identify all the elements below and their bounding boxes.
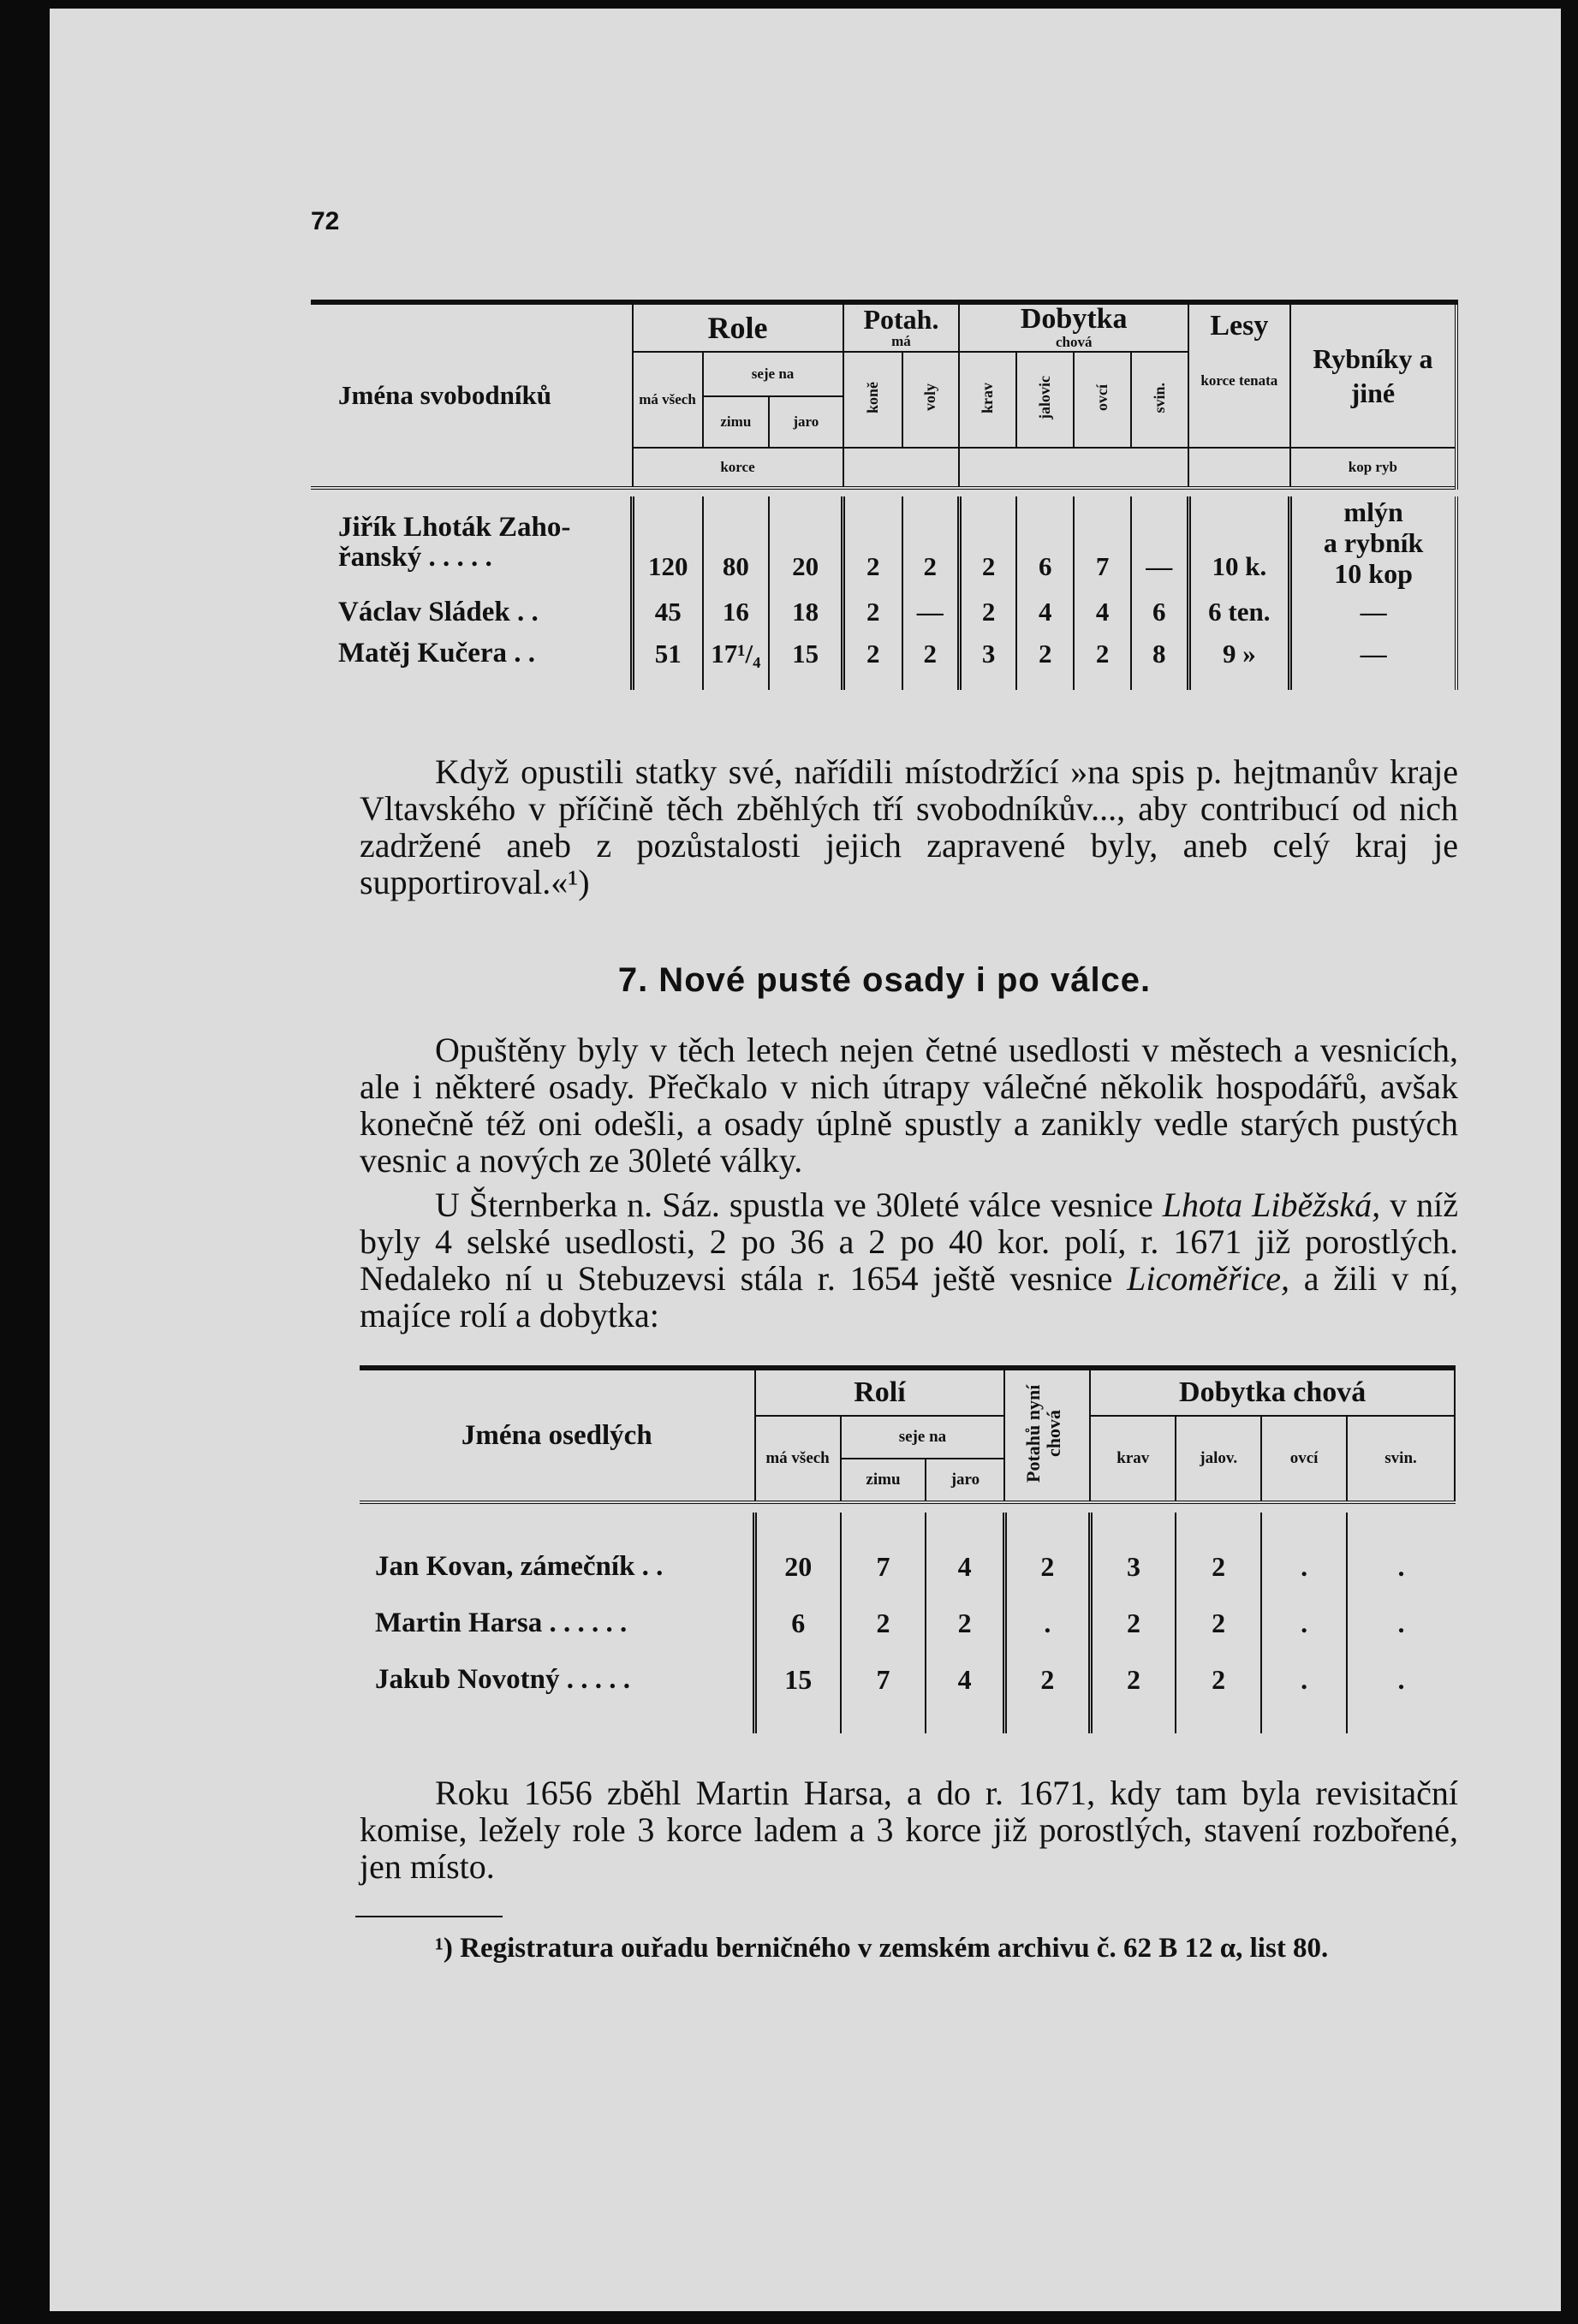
header-svin: svin. (1131, 352, 1188, 448)
header-jaro: jaro (769, 396, 843, 448)
header-jaro: jaro (926, 1459, 1004, 1502)
table-row: Jiřík Lhoták Zaho- řanský . . . . . 120 80 20 2 2 2 6 7 — 10 k. mlýn a rybník 10 kop (311, 496, 1456, 589)
header-rybniky: Rybníky a jiné (1290, 302, 1456, 448)
header-dobytka: Dobytka chová (1090, 1368, 1455, 1416)
header-ovci: ovcí (1074, 352, 1131, 448)
header-ma-vsech: má všech (755, 1416, 841, 1502)
paragraph-harsa: Roku 1656 zběhl Martin Harsa, a do r. 1671, kdy tam byla revisitační komise, ležely role 3 korce ladem a 3 korce již porostlých, stavení rozbořené, jen místo. (360, 1774, 1458, 1886)
header-zimu: zimu (841, 1459, 926, 1502)
header-seje-na: seje na (703, 352, 843, 396)
header-ma-vsech: má všech (633, 352, 703, 448)
settlers-table (360, 1365, 1456, 1733)
paragraph-contribution: Když opustili statky své, nařídili místodržící »na spis p. hejtmanův kraje Vltavského v příčině těch zběhlých tří svobodníkův..., aby contribucí od nich zadržené aneb z pozůstalosti jejich zapravené byly, aneb celý kraj je supportiroval.«¹) (360, 752, 1458, 901)
header-seje-na: seje na (841, 1416, 1005, 1459)
page-number: 72 (311, 207, 340, 235)
header-ovci: ovcí (1261, 1416, 1347, 1502)
header-krav: krav (1090, 1416, 1176, 1502)
header-lesy: Lesy korce tenata (1188, 302, 1290, 448)
header-jalovic: jalovic (1016, 352, 1074, 448)
header-role-unit: korce (633, 448, 843, 488)
section-heading: 7. Nové pusté osady i po válce. (617, 961, 1152, 999)
header-potahu: Potahů nyní chová (1004, 1368, 1090, 1502)
header-names: Jména osedlých (360, 1368, 755, 1502)
table-row: Václav Sládek . . 45 16 18 2 — 2 4 4 6 6 ten. — (311, 589, 1456, 635)
header-roli: Rolí (755, 1368, 1005, 1416)
header-zimu: zimu (703, 396, 770, 448)
header-role: Role (633, 302, 843, 352)
footnote-divider (355, 1916, 503, 1917)
footnote: ¹) Registratura ouřadu berničného v zemském archivu č. 62 B 12 α, list 80. (435, 1933, 1329, 1964)
table-row: Jan Kovan, zámečník . . 20 7 4 2 3 2 . . (360, 1538, 1455, 1595)
header-krav: krav (959, 352, 1016, 448)
paragraph-villages: U Šternberka n. Sáz. spustla ve 30leté válce vesnice Lhota Liběžská, v níž byly 4 selské usedlosti, 2 po 36 a 2 po 40 kor. polí, r. 1671 již porostlých. Nedaleko ní u Stebuzevsi stála r. 1654 ještě vesnice Licoměřice, a žili v ní, majíce rolí a dobytka: (360, 1186, 1458, 1334)
village-name: Licoměřice, (1127, 1259, 1290, 1298)
table-row: Matěj Kučera . . 51 17¹/₄ 15 2 2 3 2 2 8 9 » — (311, 635, 1456, 690)
table-row: Jakub Novotný . . . . . 15 7 4 2 2 2 . . (360, 1651, 1455, 1708)
header-voly: voly (902, 352, 960, 448)
paragraph-abandoned-settlements: Opuštěny byly v těch letech nejen četné usedlosti v městech a vesnicích, ale i některé osady. Přečkalo v nich útrapy válečné několik hospodářů, avšak konečně též oni odešli, a osady úplně spustly a zanikly vedle starých pustých vesnic a nových ze 30leté války. (360, 1031, 1458, 1180)
header-potah: Potah. má (843, 302, 960, 352)
freeholders-table (311, 300, 1458, 690)
header-jalov: jalov. (1176, 1416, 1261, 1502)
header-rybniky-unit: kop ryb (1290, 448, 1456, 488)
header-kone: koně (843, 352, 902, 448)
table-row: Martin Harsa . . . . . . 6 2 2 . 2 2 . . (360, 1595, 1455, 1651)
document-page (50, 9, 1561, 2311)
header-dobytka: Dobytka chová (959, 302, 1188, 352)
header-names: Jména svobodníků (311, 302, 633, 488)
village-name: Lhota Liběžská, (1162, 1186, 1381, 1224)
header-svin: svin. (1347, 1416, 1455, 1502)
